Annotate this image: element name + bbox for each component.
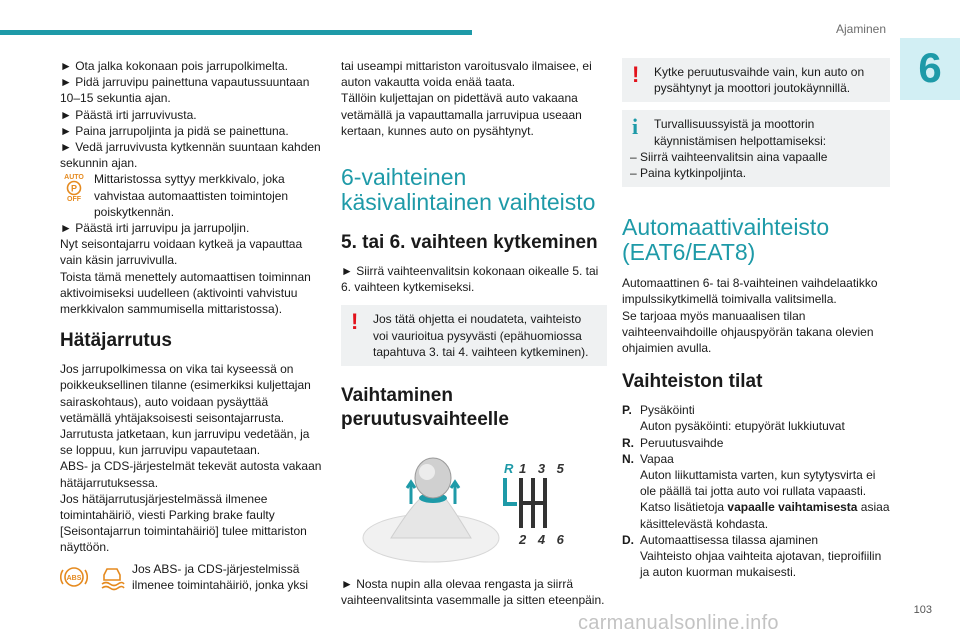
mode-key: R. [622,435,634,450]
warning-lamp-note [60,171,322,220]
mode-item-n [622,451,890,532]
column-middle [341,58,607,608]
section-title-automatic-gearbox: Automaattivaihteisto (EAT6/EAT8) [622,214,830,266]
column-left [60,58,322,595]
mode-key: D. [622,532,634,547]
mode-desc: Auton liikuttamista varten, kun sytytysvirta ei ole päällä tai jotta auto voi rullata vapaasti. [640,468,876,499]
mode-name: Automaattisessa tilassa ajaminen [640,532,819,547]
mode-item-p [622,402,890,434]
paragraph: Tällöin kuljettajan on pidettävä auto vakaana vetämällä ja vapauttamalla jarruvipua useaan kertaan, kunnes auto on pysähtynyt. [341,91,582,138]
mode-name: Vapaa [640,451,674,466]
gear-labels-bottom: 2 4 6 [519,532,568,548]
mode-key: N. [622,451,634,466]
mode-name: Pysäköinti [640,403,695,418]
paragraph: ABS- ja CDS-järjestelmät tekevät autosta vakaan hätäjarrutuksessa. [60,459,322,490]
paragraph: Se tarjoaa myös manuaalisen tilan vaihteenvaihdoille ohjauspyörän takana olevien ohjaimien avulla. [622,308,874,356]
svg-text:P: P [70,183,78,194]
column-right [622,58,890,580]
svg-text:AUTO: AUTO [64,174,84,182]
paragraph: Toista tämä menettely automaattisen toiminnan aktivoimiseksi uudelleen (aktivointi vahvistuu merkkivalon sammumisella mittaristossa). [60,269,311,317]
subheading-gearbox-modes: Vaihteiston tilat [622,371,763,393]
paragraph: tai useampi mittariston varoitusvalo ilmaisee, ei auton vakautta voida enää taata. [341,59,592,90]
paragraph: Jarrutusta jatketaan, kun jarruvipu vedetään, ja se loppuu, kun jarruvipu vapautetaan. [60,427,310,458]
gear-knob-image [341,446,581,566]
abs-warning-icon [60,565,88,589]
chapter-number: 6 [918,44,942,91]
abs-note-text: Jos ABS- ja CDS-järjestelmissä ilmenee toimintahäiriö, jonka yksi [132,561,309,592]
chapter-tab [900,38,960,100]
warning-text: Kytke peruutusvaihde vain, kun auto on pysähtynyt ja moottori joutokäynnillä. [654,65,865,96]
info-item: – Paina kytkinpoljinta. [630,166,747,181]
lamp-note-text: Mittaristossa syttyy merkkivalo, joka vahvistaa automaattisten toimintojen poiskytkennän. [94,172,289,219]
page-header-title: Ajaminen [835,22,886,36]
step: ► Päästä irti jarruvivusta. [60,107,197,122]
warning-icon: ! [351,309,359,335]
mode-item-r [622,435,890,451]
mode-item-d [622,532,890,581]
warning-note-box [622,58,890,102]
mode-name: Peruutusvaihde [640,435,724,450]
svg-text:OFF: OFF [67,196,81,203]
info-note-box [622,110,890,187]
step: ► Siirrä vaihteenvalitsin kokonaan oikealle 5. tai 6. vaihteen kytkemiseksi. [341,264,599,295]
page-number: 103 [913,604,932,616]
step: ► Ota jalka kokonaan pois jarrupolkimelta. [60,59,288,73]
paragraph: Jos hätäjarrutusjärjestelmässä ilmenee toimintahäiriö, viesti Parking brake faulty [Seisontajarrun toimintahäiriö] tulee mittariston näyttöön. [60,491,307,555]
paragraph: Jos jarrupolkimessa on vika tai kyseessä on poikkeuksellinen tilanne (esimerkiksi kuljettajan sairaskohtaus), auto voidaan pysäyttää vetämällä yhtäjaksoisesti seisontajarrusta. [60,362,311,425]
paragraph: Nyt seisontajarru voidaan kytkeä ja vapauttaa vain käsin jarruvivulla. [60,237,303,268]
subheading-gear-5-6: 5. tai 6. vaihteen kytkeminen [341,232,598,254]
step: ► Vedä jarruvivusta kytkennän suuntaan kahden sekunnin ajan. [60,140,321,171]
gear-label-r: R [504,461,514,477]
step: ► Päästä irti jarruvipu ja jarrupoljin. [60,221,250,236]
info-lead: Turvallisuussyistä ja moottorin käynnistämisen helpottamiseksi: [654,117,827,148]
auto-parking-brake-off-icon [60,172,88,202]
section-heading-emergency: Hätäjarrutus [60,330,172,352]
mode-desc: Auton pysäköinti: etupyörät lukkiutuvat [640,419,845,434]
svg-text:ABS: ABS [66,574,82,582]
warning-text: Jos tätä ohjetta ei noudateta, vaihteisto voi vaurioitua pysyvästi (epähuomiossa tapahtuva 3. tai 4. vaihteen kytkeminen). [373,312,589,359]
info-item: – Siirrä vaihteenvalitsin aina vapaalle [630,149,828,164]
header-accent-bar [0,30,472,35]
step: ► Nosta nupin alla olevaa rengasta ja siirrä vaihteenvalitsinta vasemmalle ja sitten eteenpäin. [341,577,605,608]
warning-note-box [341,305,607,366]
stability-control-icon [98,563,126,591]
gear-labels-top: 1 3 5 [519,461,568,477]
mode-desc: Vaihteisto ohjaa vaihteita ajotavan, tieproifiilin ja auton kuorman mukaisesti. [640,549,882,580]
gear-lever-illustration [341,446,581,566]
step: ► Pidä jarruvipu painettuna vapautussuuntaan 10–15 sekuntia ajan. [60,75,310,106]
watermark: carmanualsonline.info [578,612,779,634]
subheading-reverse-gear: Vaihtaminen peruutusvaihteelle [341,385,509,431]
section-title-manual-gearbox: 6-vaihteinen käsivalintainen vaihteisto [341,164,596,216]
paragraph: Automaattinen 6- tai 8-vaihteinen vaihdelaatikko impulssikytkimellä toimivalla valitsimella. [622,276,878,307]
info-icon: i [632,114,639,140]
warning-icon: ! [632,62,640,87]
mode-key: P. [622,403,632,418]
abs-warning-note [60,561,322,595]
step: ► Paina jarrupoljinta ja pidä se painettuna. [60,123,289,138]
mode-desc: Katso lisätietoja vapaalle vaihtamisesta asiaa käsittelevästä kohdasta. [640,500,890,531]
